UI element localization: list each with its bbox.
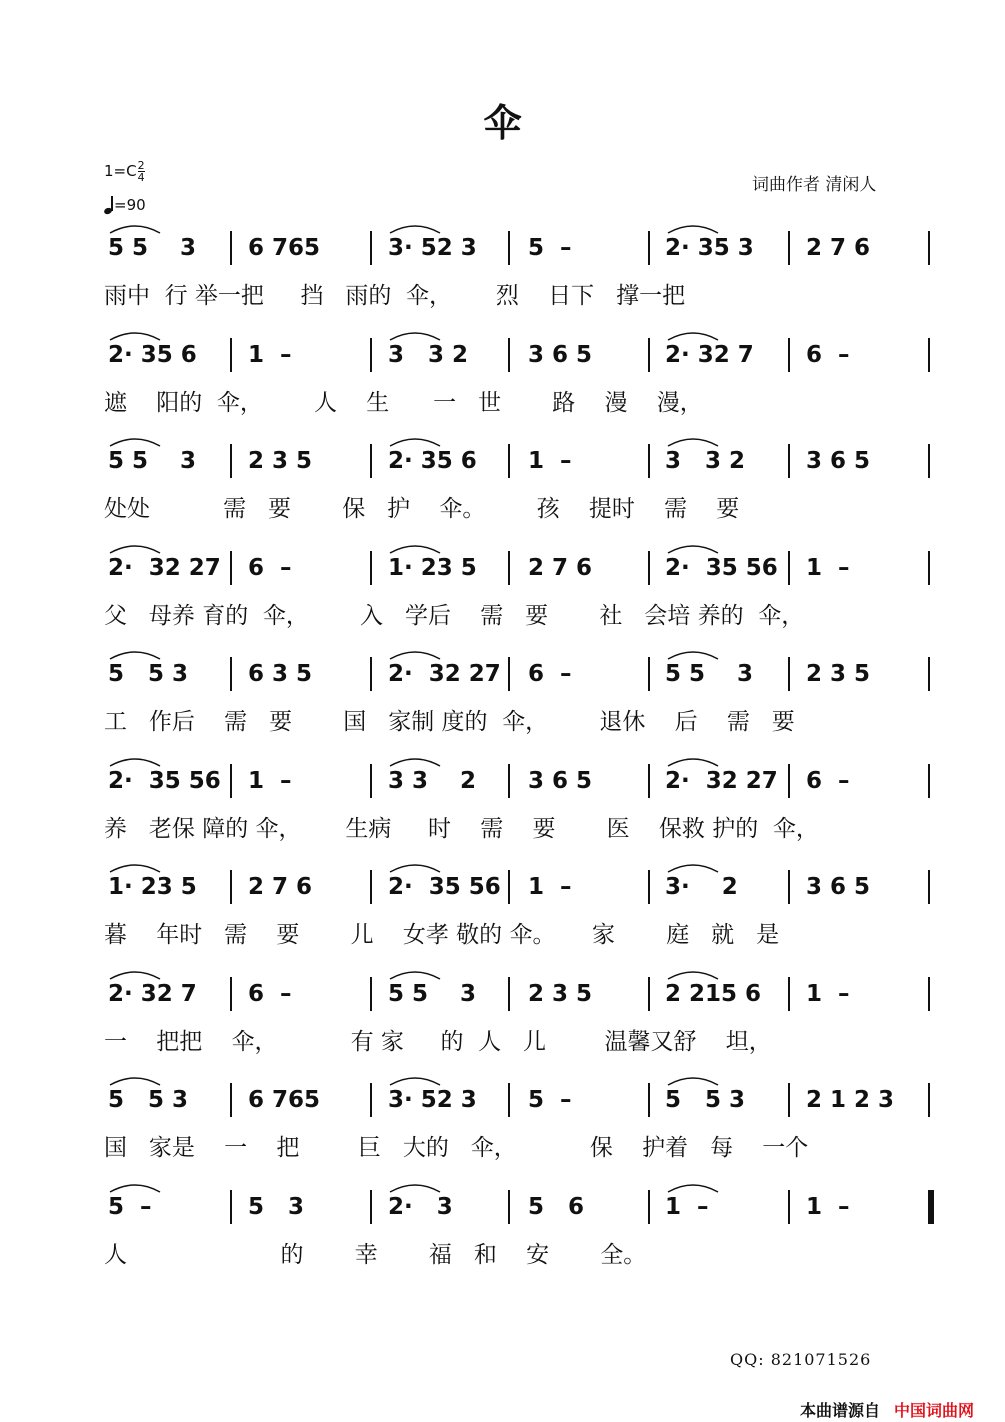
measure: 1· 23 5 — [388, 554, 477, 581]
barline — [648, 764, 650, 798]
slur-arc — [110, 1185, 160, 1192]
measure: 2 3 5 — [806, 661, 871, 687]
barline — [230, 764, 232, 798]
notes-line — [0, 235, 1005, 275]
slur-arc — [668, 439, 718, 446]
slur-marks — [0, 643, 1005, 663]
staff-row — [0, 235, 1005, 315]
qq-contact: QQ: 821071526 — [730, 1350, 872, 1369]
measure: 3 6 5 — [806, 874, 871, 900]
measure: 3 3 2 — [388, 767, 477, 794]
slur-arc — [668, 759, 718, 766]
slur-arc — [390, 652, 440, 659]
measure: 5 5 3 — [108, 448, 197, 474]
measure: 2· 35 56 — [388, 874, 501, 900]
barline — [648, 870, 650, 904]
barline — [508, 764, 510, 798]
notes-line — [0, 448, 1005, 488]
slur-marks — [0, 324, 1005, 344]
staff-row — [0, 981, 1005, 1061]
measure: 2· 35 6 — [108, 341, 197, 368]
measure: 2· 35 3 — [665, 235, 754, 261]
barline — [788, 764, 790, 798]
barline — [648, 338, 650, 372]
source-footer — [800, 1398, 974, 1421]
measure: 5 5 3 — [108, 661, 189, 687]
measure: 3 6 5 — [806, 448, 871, 474]
slur-arc — [668, 652, 718, 659]
slur-marks — [0, 1069, 1005, 1089]
lyrics-line — [104, 1129, 904, 1163]
barline — [928, 551, 930, 585]
quarter-note-icon — [104, 196, 114, 214]
slur-arc — [110, 333, 160, 340]
barline — [928, 338, 930, 372]
song-title: 伞 — [483, 100, 522, 145]
measure: 3· 52 3 — [388, 1087, 477, 1113]
measure: 3 3 2 — [388, 341, 469, 368]
measure: 2· 35 6 — [388, 448, 477, 474]
notes-line — [0, 768, 1005, 808]
measure: 1 – — [806, 1193, 850, 1220]
source-brand: 中国词曲网 — [894, 1401, 975, 1420]
barline — [788, 551, 790, 585]
measure: 3 6 5 — [528, 767, 593, 794]
measure: 5 – — [528, 235, 572, 261]
barline — [508, 551, 510, 585]
measure: 5 5 3 — [108, 1087, 189, 1113]
barline — [230, 657, 232, 691]
staff-row — [0, 342, 1005, 422]
slur-arc — [390, 226, 440, 233]
barline — [648, 977, 650, 1011]
measure: 1 – — [248, 341, 292, 368]
notes-line — [0, 661, 1005, 701]
barline — [788, 444, 790, 478]
measure: 5 5 3 — [388, 980, 477, 1007]
lyrics-text: 人 的 幸 福 和 安 全。 — [104, 1241, 647, 1268]
barline — [230, 870, 232, 904]
barline — [508, 977, 510, 1011]
measure: 6 – — [248, 980, 292, 1007]
measure: 1 – — [806, 980, 850, 1007]
barline — [928, 977, 930, 1011]
barline — [230, 444, 232, 478]
barline — [648, 657, 650, 691]
slur-arc — [668, 1078, 718, 1085]
barline — [788, 657, 790, 691]
lyrics-text: 暮 年时 需 要 儿 女孝 敬的 伞。 家 庭 就 是 — [104, 922, 780, 948]
barline — [788, 1190, 790, 1224]
barline — [230, 1190, 232, 1224]
slur-marks — [0, 750, 1005, 770]
barline — [508, 231, 510, 265]
barline — [928, 870, 930, 904]
lyrics-text: 工 作后 需 要 国 家制 度的 伞， 退休 后 需 要 — [104, 709, 795, 735]
slur-arc — [668, 226, 718, 233]
barline — [648, 1083, 650, 1117]
lyrics-text: 国 家是 一 把 巨 大的 伞， 保 护着 每 一个 — [104, 1135, 809, 1161]
staff-row — [0, 874, 1005, 954]
slur-arc — [390, 865, 440, 872]
slur-arc — [110, 759, 160, 766]
notes-line — [0, 981, 1005, 1021]
slur-arc — [390, 759, 440, 766]
key-label: 1=C — [104, 162, 137, 180]
measure: 2· 35 56 — [665, 554, 778, 581]
slur-arc — [110, 865, 160, 872]
measure: 2· 32 27 — [665, 767, 778, 794]
lyrics-text: 雨中 行 举一把 挡 雨的 伞， 烈 日下 撑一把 — [104, 283, 686, 309]
measure: 5 5 3 — [665, 1087, 746, 1113]
measure: 6 – — [806, 341, 850, 368]
measure: 6 3 5 — [248, 661, 313, 687]
measure: 5 6 — [528, 1193, 585, 1220]
lyrics-text: 遮 阳的 伞， 人 生 一 世 路 漫 漫， — [104, 389, 703, 416]
notes-line — [0, 1194, 1005, 1234]
slur-marks — [0, 1176, 1005, 1196]
measure: 1· 23 5 — [108, 874, 197, 900]
slur-arc — [110, 652, 160, 659]
notes-line — [0, 874, 1005, 914]
measure: 1 – — [528, 448, 572, 474]
measure: 1 – — [665, 1193, 709, 1220]
measure: 5 – — [108, 1193, 152, 1220]
measure: 2 1 2 3 — [806, 1087, 895, 1113]
barline — [928, 231, 930, 265]
barline — [370, 551, 372, 585]
barline — [508, 444, 510, 478]
lyrics-line — [104, 490, 904, 524]
slur-arc — [390, 1078, 440, 1085]
slur-arc — [668, 865, 718, 872]
notes-line — [0, 342, 1005, 382]
measure: 2· 3 — [388, 1193, 453, 1220]
source-label: 本曲谱源自 — [800, 1401, 881, 1420]
lyrics-line — [104, 277, 904, 311]
barline — [230, 977, 232, 1011]
measure: 2· 32 27 — [388, 661, 501, 687]
slur-marks — [0, 963, 1005, 983]
lyrics-text: 父 母养 育的 伞， 入 学后 需 要 社 会培 养的 伞， — [104, 602, 805, 629]
barline — [370, 657, 372, 691]
notes-line — [0, 555, 1005, 595]
slur-arc — [110, 1078, 160, 1085]
measure: 3· 2 — [665, 874, 738, 900]
tempo-value: =90 — [114, 196, 146, 214]
barline — [370, 444, 372, 478]
slur-arc — [668, 546, 718, 553]
slur-arc — [110, 972, 160, 979]
measure: 6 – — [528, 661, 572, 687]
barline — [370, 231, 372, 265]
measure: 3 6 5 — [528, 341, 593, 368]
barline — [788, 977, 790, 1011]
staff-row — [0, 555, 1005, 635]
slur-arc — [110, 226, 160, 233]
measure: 6 765 — [248, 1087, 321, 1113]
measure: 1 – — [528, 874, 572, 900]
measure: 5 5 3 — [665, 661, 754, 687]
lyrics-text: 处处 需 要 保 护 伞。 孩 提时 需 要 — [104, 496, 740, 522]
measure: 2· 32 7 — [108, 980, 197, 1007]
barline — [230, 338, 232, 372]
slur-marks — [0, 217, 1005, 237]
barline — [648, 231, 650, 265]
barline — [370, 338, 372, 372]
slur-marks — [0, 856, 1005, 876]
lyrics-line — [104, 384, 904, 418]
slur-marks — [0, 537, 1005, 557]
barline — [370, 764, 372, 798]
barline — [788, 231, 790, 265]
barline — [928, 444, 930, 478]
lyrics-line — [104, 916, 904, 950]
barline — [230, 1083, 232, 1117]
lyrics-line — [104, 703, 904, 737]
measure: 5 5 3 — [108, 235, 197, 261]
barline — [508, 1190, 510, 1224]
lyrics-text: 一 把把 伞， 有 家 的 人 儿 温馨又舒 坦， — [104, 1028, 772, 1055]
staff-row — [0, 448, 1005, 528]
measure: 6 765 — [248, 235, 321, 261]
lyrics-line — [104, 810, 904, 844]
barline — [508, 338, 510, 372]
measure: 3· 52 3 — [388, 235, 477, 261]
barline — [230, 231, 232, 265]
barline — [508, 657, 510, 691]
barline — [788, 870, 790, 904]
slur-arc — [390, 333, 440, 340]
barline — [370, 977, 372, 1011]
barline — [370, 870, 372, 904]
slur-marks — [0, 430, 1005, 450]
slur-arc — [668, 1185, 718, 1192]
final-barline — [928, 1190, 934, 1224]
measure: 2· 32 27 — [108, 554, 221, 581]
slur-arc — [390, 439, 440, 446]
measure: 3 3 2 — [665, 448, 746, 474]
staff-row — [0, 1087, 1005, 1167]
barline — [788, 1083, 790, 1117]
slur-arc — [390, 546, 440, 553]
staff-row — [0, 768, 1005, 848]
tempo-marking — [104, 196, 146, 214]
slur-arc — [110, 439, 160, 446]
barline — [508, 870, 510, 904]
barline — [370, 1083, 372, 1117]
measure: 2 7 6 — [248, 874, 313, 900]
barline — [508, 1083, 510, 1117]
notes-line — [0, 1087, 1005, 1127]
lyrics-text: 养 老保 障的 伞， 生病 时 需 要 医 保救 护的 伞， — [104, 815, 819, 842]
slur-arc — [668, 972, 718, 979]
barline — [648, 444, 650, 478]
measure: 1 – — [248, 767, 292, 794]
lyrics-line — [104, 597, 904, 631]
slur-arc — [390, 972, 440, 979]
lyrics-line — [104, 1023, 904, 1057]
barline — [928, 1083, 930, 1117]
measure: 2 3 5 — [528, 980, 593, 1007]
measure: 2· 35 56 — [108, 767, 221, 794]
measure: 2 7 6 — [806, 235, 871, 261]
barline — [928, 657, 930, 691]
measure: 1 – — [806, 554, 850, 581]
author-credit: 词曲作者 清闲人 — [752, 175, 877, 195]
lyrics-line — [104, 1236, 904, 1270]
measure: 2 215 6 — [665, 980, 762, 1007]
slur-arc — [390, 1185, 440, 1192]
barline — [928, 764, 930, 798]
barline — [370, 1190, 372, 1224]
measure: 6 – — [806, 767, 850, 794]
staff-row — [0, 1194, 1005, 1274]
slur-arc — [110, 546, 160, 553]
barline — [648, 1190, 650, 1224]
staff-row — [0, 661, 1005, 741]
barline — [788, 338, 790, 372]
barline — [230, 551, 232, 585]
key-signature — [104, 160, 145, 183]
measure: 5 – — [528, 1087, 572, 1113]
measure: 2· 32 7 — [665, 341, 754, 368]
barline — [648, 551, 650, 585]
slur-arc — [668, 333, 718, 340]
measure: 5 3 — [248, 1193, 305, 1220]
measure: 2 7 6 — [528, 554, 593, 581]
measure: 6 – — [248, 554, 292, 581]
measure: 2 3 5 — [248, 448, 313, 474]
time-signature: $\frac{2}{4}$ — [137, 159, 145, 184]
